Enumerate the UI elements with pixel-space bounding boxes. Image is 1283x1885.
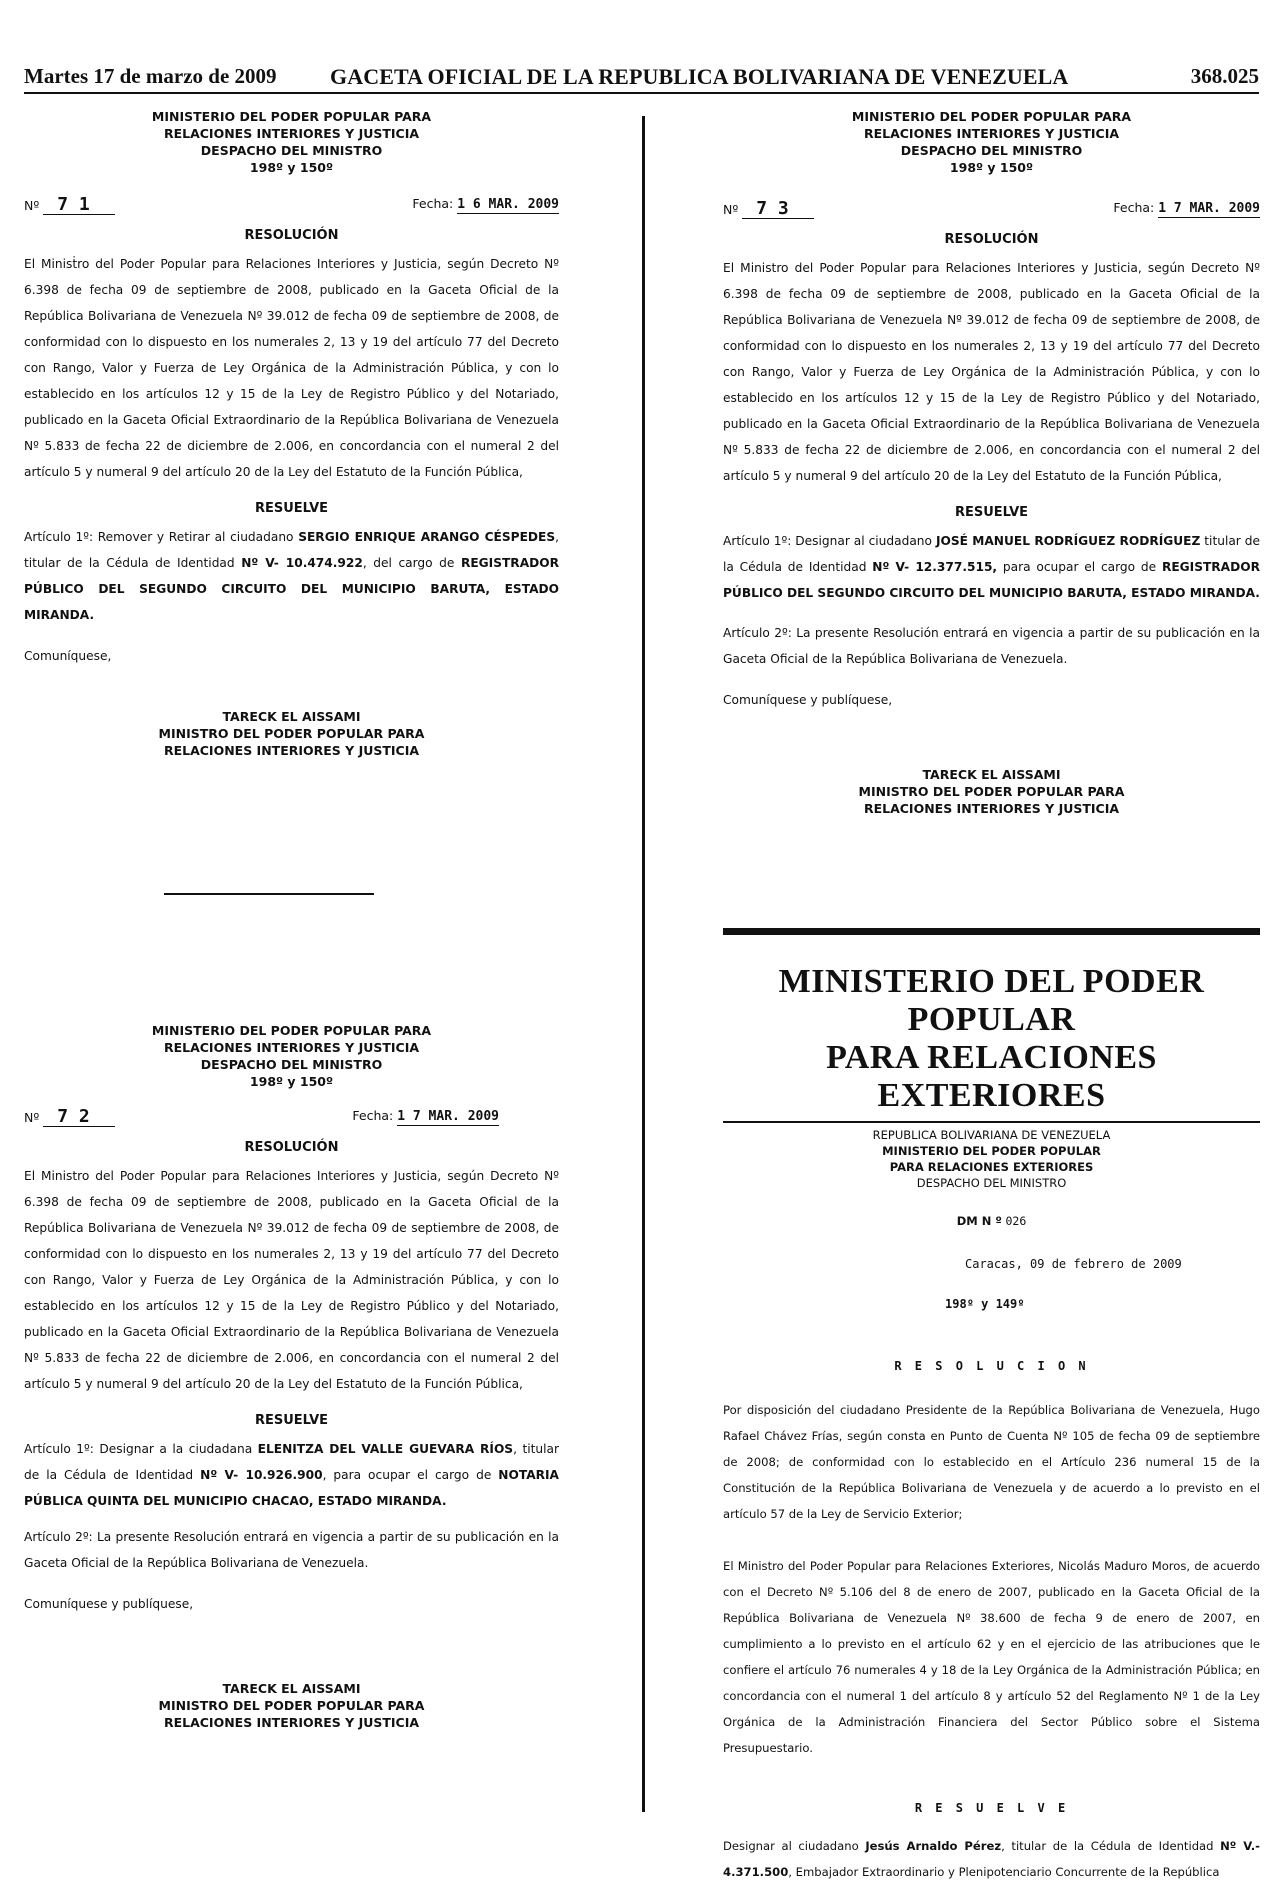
- column-divider: [642, 116, 645, 1812]
- post-title: REGISTRADOR PÚBLICO DEL SEGUNDO CIRCUITO DEL MUNICIPIO BARUTA, ESTADO MIRANDA.: [24, 556, 559, 622]
- post-title: NOTARIA PÚBLICA QUINTA DEL MUNICIPIO CHACAO, ESTADO MIRANDA.: [24, 1468, 559, 1508]
- header-line: DESPACHO DEL MINISTRO: [916, 1176, 1067, 1190]
- article-1: [24, 1436, 559, 1514]
- closing: Comuníquese y publíquese,: [24, 1597, 194, 1611]
- text-run: , del cargo de: [362, 556, 461, 570]
- header-line: DESPACHO DEL MINISTRO: [200, 143, 383, 158]
- handwritten-number: 7 2: [43, 1108, 115, 1127]
- number-date-row: [24, 190, 559, 218]
- years: 198º y 149º: [945, 1297, 1025, 1311]
- considerando-text: El Ministro del Poder Popular para Relaciones Interiores y Justicia, según Decreto Nº 6.398 de fecha 09 de septiembre de 2008, publicado en la Gaceta Oficial de la República Bolivariana de Venezuela Nº 39.012 de fecha 09 de septiembre de 2008, de conformidad con lo dispuesto en los numerales 2, 13 y 19 del artículo 77 del Decreto con Rango, Valor y Fuerza de Ley Orgánica de la Administración Pública, y con lo establecido en los artículos 12 y 15 de la Ley de Registro Público y del Notariado, publicado en la Gaceta Oficial Extraordinario de la República Bolivariana de Venezuela Nº 5.833 de fecha 22 de diciembre de 2.006, en concordancia con el numeral 2 del artículo 5 y numeral 9 del artículo 20 de la Ley del Estatuto de la Función Pública,: [723, 261, 1260, 483]
- signer-name: TARECK EL AISSAMI: [222, 1681, 361, 1696]
- header-line: DESPACHO DEL MINISTRO: [200, 1057, 383, 1072]
- resuelve-heading: RESUELVE: [254, 501, 329, 516]
- header-line: 198º y 150º: [249, 1074, 334, 1089]
- resolution-title: RESOLUCIÓN: [244, 1140, 339, 1155]
- dm-value: 026: [1005, 1214, 1027, 1228]
- resolution-title: RESOLUCIÓN: [944, 232, 1039, 247]
- header-line: MINISTERIO DEL PODER POPULAR: [882, 1144, 1101, 1158]
- cedula-number: Nº V- 12.377.515,: [872, 560, 998, 574]
- text-run: , Embajador Extraordinario y Plenipotenciario Concurrente de la República: [788, 1865, 1220, 1879]
- cedula-number: Nº V- 10.474.922: [241, 556, 363, 570]
- designation-text: [723, 1833, 1260, 1885]
- text-run: Artículo 1º: Designar al ciudadano: [723, 534, 936, 548]
- resolution-number: [24, 196, 115, 215]
- header-line: MINISTERIO DEL PODER POPULAR PARA: [851, 109, 1132, 124]
- signer-title: MINISTRO DEL PODER POPULAR PARA: [858, 784, 1125, 799]
- header-line: RELACIONES INTERIORES Y JUSTICIA: [863, 126, 1120, 141]
- article-2: Artículo 2º: La presente Resolución entrará en vigencia a partir de su publicación en la Gaceta Oficial de la República Bolivariana de Venezuela.: [723, 626, 1260, 666]
- article-1: [723, 528, 1260, 606]
- header-line: PARA RELACIONES EXTERIORES: [889, 1160, 1094, 1174]
- text-run: , titular de la Cédula de Identidad: [24, 530, 559, 570]
- resolution-date: [412, 196, 559, 214]
- person-name: ELENITZA DEL VALLE GUEVARA RÍOS: [257, 1442, 514, 1456]
- resuelve-heading: RESUELVE: [254, 1413, 329, 1428]
- header-line: DESPACHO DEL MINISTRO: [900, 143, 1083, 158]
- considerando-text: El Minisṫro del Poder Popular para Relaciones Interiores y Justicia, según Decreto Nº 6.398 de fecha 09 de septiembre de 2008, publicado en la Gaceta Oficial de la República Bolivariana de Venezuela Nº 39.012 de fecha 09 de septiembre de 2008, de conformidad con lo dispuesto en los numerales 2, 13 y 19 del artículo 77 del Decreto con Rango, Valor y Fuerza de Ley Orgánica de la Administración Pública, y con lo establecido en los artículos 12 y 15 de la Ley de Registro Público y del Notariado, publicado en la Gaceta Oficial Extraordinario de la República Bolivariana de Venezuela Nº 5.833 de fecha 22 de diciembre de 2.006, en concordancia con el numeral 2 del artículo 5 y numeral 9 del artículo 20 de la Ley del Estatuto de la Función Pública,: [24, 257, 559, 479]
- resolution-71: [24, 108, 559, 759]
- signature-block: [24, 708, 559, 759]
- number-date-row: [24, 1102, 559, 1130]
- handwritten-number: 7 1: [43, 196, 115, 215]
- text-run: , titular de la Cédula de Identidad: [24, 1442, 559, 1482]
- text-run: Artículo 1º: Remover y Retirar al ciudadano: [24, 530, 299, 544]
- fecha-label: Fecha:: [1113, 200, 1155, 215]
- left-column: [24, 0, 559, 1821]
- resolution-title: R E S O L U C I O N: [894, 1359, 1089, 1373]
- signer-name: TARECK EL AISSAMI: [922, 767, 1061, 782]
- cedula-number: Nº V- 10.926.900: [200, 1468, 323, 1482]
- header-line: MINISTERIO DEL PODER POPULAR PARA: [151, 1023, 432, 1038]
- heading-line: PARA RELACIONES EXTERIORES: [826, 1039, 1157, 1114]
- header-line: REPUBLICA BOLIVARIANA DE VENEZUELA: [872, 1128, 1111, 1142]
- article-1: [24, 524, 559, 628]
- header-line: 198º y 150º: [249, 160, 334, 175]
- ministry-header: [24, 108, 559, 176]
- post-title: REGISTRADOR PÚBLICO DEL SEGUNDO CIRCUITO DEL MUNICIPIO BARUTA, ESTADO MIRANDA.: [723, 560, 1260, 600]
- section-rule-thick: [723, 928, 1260, 935]
- resolution-number: [723, 200, 814, 219]
- resolution-title: RESOLUCIÓN: [244, 228, 339, 243]
- ministry-header: [723, 108, 1260, 176]
- signer-title: MINISTRO DEL PODER POPULAR PARA: [158, 1698, 425, 1713]
- right-column: [723, 0, 1260, 1879]
- page-number: 368.025: [1190, 64, 1259, 88]
- signer-title: RELACIONES INTERIORES Y JUSTICIA: [863, 801, 1120, 816]
- signer-title: RELACIONES INTERIORES Y JUSTICIA: [163, 1715, 420, 1730]
- closing: Comuníquese y publíquese,: [723, 693, 893, 707]
- signature-block: [723, 766, 1260, 817]
- section-separator: [164, 893, 374, 895]
- header-line: 198º y 150º: [949, 160, 1034, 175]
- heading-line: MINISTERIO DEL PODER POPULAR: [778, 963, 1205, 1038]
- text-run: titular de la Cédula de Identidad: [723, 534, 1260, 574]
- heading-rule: [723, 1121, 1260, 1123]
- issue-date: Martes 17 de marzo de 2009: [24, 64, 277, 88]
- closing: Comuníquese,: [24, 649, 112, 663]
- fecha-label: Fecha:: [352, 1108, 394, 1123]
- article-2: Artículo 2º: La presente Resolución entrará en vigencia a partir de su publicación en la Gaceta Oficial de la República Bolivariana de Venezuela.: [24, 1530, 559, 1570]
- dm-number: [723, 1213, 1260, 1229]
- resolution-73: [723, 108, 1260, 817]
- resuelve-heading: RESUELVE: [954, 505, 1029, 520]
- dm-label: DM N º: [956, 1214, 1002, 1228]
- resolution-number: [24, 1108, 115, 1127]
- person-name: Jesús Arnaldo Pérez: [865, 1839, 1002, 1853]
- person-name: SERGIO ENRIQUE ARANGO CÉSPEDES: [298, 530, 556, 544]
- cedula-number: Nº V.- 4.371.500: [723, 1839, 1260, 1879]
- signer-title: MINISTRO DEL PODER POPULAR PARA: [158, 726, 425, 741]
- signer-title: RELACIONES INTERIORES Y JUSTICIA: [163, 743, 420, 758]
- resolution-date: [1113, 200, 1260, 218]
- exteriores-section: [723, 963, 1260, 1885]
- place-date: Caracas, 09 de febrero de 2009: [965, 1257, 1182, 1271]
- header-line: RELACIONES INTERIORES Y JUSTICIA: [163, 126, 420, 141]
- exteriores-header: [723, 1127, 1260, 1191]
- text-run: Designar al ciudadano: [723, 1839, 866, 1853]
- no-label: Nº: [24, 1110, 40, 1125]
- no-label: Nº: [24, 198, 40, 213]
- fecha-label: Fecha:: [412, 196, 454, 211]
- number-date-row: [723, 194, 1260, 222]
- gazette-title: GACETA OFICIAL DE LA REPUBLICA BOLIVARIANA DE VENEZUELA: [330, 64, 1069, 89]
- ministry-heading: [723, 963, 1260, 1115]
- considerando-text: El Ministro del Poder Popular para Relaciones Interiores y Justicia, según Decreto Nº 6.398 de fecha 09 de septiembre de 2008, publicado en la Gaceta Oficial de la República Bolivariana de Venezuela Nº 39.012 de fecha 09 de septiembre de 2008, de conformidad con lo dispuesto en los numerales 2, 13 y 19 del artículo 77 del Decreto con Rango, Valor y Fuerza de Ley Orgánica de la Administración Pública, y con lo establecido en los artículos 12 y 15 de la Ley de Registro Público y del Notariado, publicado en la Gaceta Oficial Extraordinario de la República Bolivariana de Venezuela Nº 5.833 de fecha 22 de diciembre de 2.006, en concordancia con el numeral 2 del artículo 5 y numeral 9 del artículo 20 de la Ley del Estatuto de la Función Pública,: [24, 1169, 559, 1391]
- signer-name: TARECK EL AISSAMI: [222, 709, 361, 724]
- ministry-header: [24, 1022, 559, 1090]
- text-run: Artículo 1º: Designar a la ciudadana: [24, 1442, 258, 1456]
- header-line: MINISTERIO DEL PODER POPULAR PARA: [151, 109, 432, 124]
- handwritten-number: 7 3: [742, 200, 814, 219]
- resolution-72: [24, 1022, 559, 1731]
- preamble-1: Por disposición del ciudadano Presidente de la República Bolivariana de Venezuela, Hugo Rafael Chávez Frías, según consta en Punto de Cuenta Nº 105 de fecha 09 de septiembre de 2008; de conformidad con lo establecido en el Artículo 236 numeral 15 de la Constitución de la República Bolivariana de Venezuela y de acuerdo a lo previsto en el artículo 57 de la Ley de Servicio Exterior;: [723, 1403, 1260, 1521]
- text-run: , para ocupar el cargo de: [322, 1468, 499, 1482]
- date-stamp: 1 6 MAR. 2009: [457, 197, 559, 212]
- date-stamp: 1 7 MAR. 2009: [397, 1109, 499, 1124]
- text-run: , titular de la Cédula de Identidad: [1001, 1839, 1221, 1853]
- no-label: Nº: [723, 202, 739, 217]
- header-line: RELACIONES INTERIORES Y JUSTICIA: [163, 1040, 420, 1055]
- resuelve-heading: R E S U E L V E: [914, 1801, 1069, 1815]
- resolution-date: [352, 1108, 499, 1126]
- signature-block: [24, 1680, 559, 1731]
- person-name: JOSÉ MANUEL RODRÍGUEZ RODRÍGUEZ: [935, 534, 1201, 548]
- date-stamp: 1 7 MAR. 2009: [1158, 201, 1260, 216]
- text-run: para ocupar el cargo de: [997, 560, 1162, 574]
- preamble-2: El Ministro del Poder Popular para Relaciones Exteriores, Nicolás Maduro Moros, de acuerdo con el Decreto Nº 5.106 del 8 de enero de 2007, publicado en la Gaceta Oficial de la República Bolivariana de Venezuela Nº 38.600 de fecha 9 de enero de 2007, en cumplimiento a lo previsto en el artículo 62 y en el ejercicio de las atribuciones que le confiere el artículo 76 numerales 4 y 18 de la Ley Orgánica de la Administración Pública; en concordancia con el numeral 1 del artículo 8 y artículo 52 del Reglamento Nº 1 de la Ley Orgánica de la Administración Financiera del Sector Público sobre el Sistema Presupuestario.: [723, 1559, 1260, 1755]
